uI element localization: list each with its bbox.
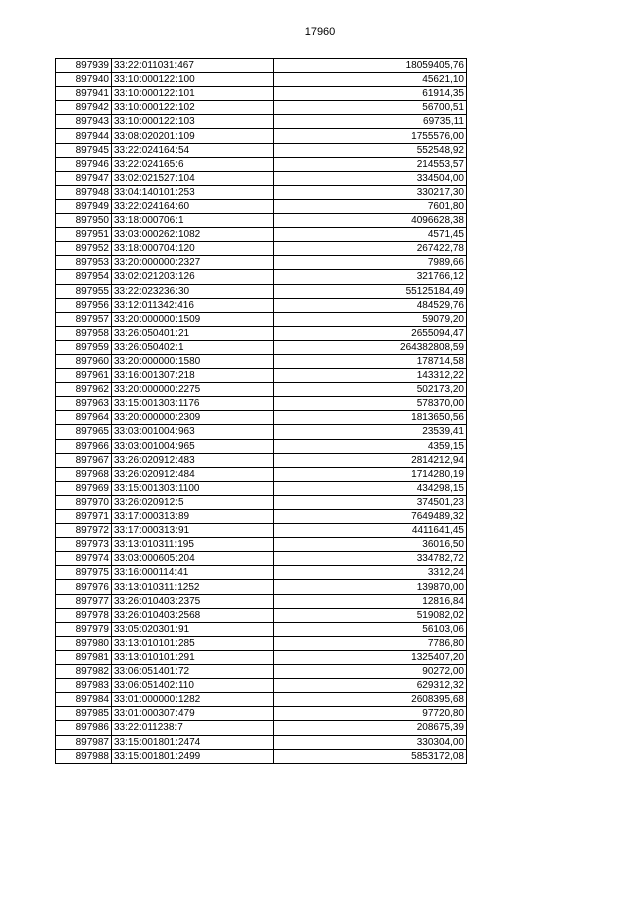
table-row [56,284,467,298]
row-id-cell: 897988 [56,749,112,763]
value-cell: 374501,23 [274,495,467,509]
table-row [56,650,467,664]
cadastral-number-cell: 33:20:000000:1580 [112,354,274,368]
table-row [56,636,467,650]
table-body [56,59,467,764]
cadastral-number-cell: 33:26:010403:2375 [112,594,274,608]
value-cell: 4096628,38 [274,214,467,228]
value-cell: 61914,35 [274,87,467,101]
table-row [56,340,467,354]
table-row [56,101,467,115]
table-row [56,298,467,312]
row-id-cell: 897942 [56,101,112,115]
cadastral-number-cell: 33:06:051402:110 [112,679,274,693]
table-row [56,59,467,73]
value-cell: 267422,78 [274,242,467,256]
table-row [56,87,467,101]
table-row [56,735,467,749]
table-row [56,256,467,270]
cadastral-number-cell: 33:22:011031:467 [112,59,274,73]
value-cell: 334504,00 [274,171,467,185]
row-id-cell: 897976 [56,580,112,594]
value-cell: 178714,58 [274,354,467,368]
table-row [56,524,467,538]
row-id-cell: 897940 [56,73,112,87]
value-cell: 45621,10 [274,73,467,87]
table-row [56,397,467,411]
table-row [56,707,467,721]
value-cell: 56103,06 [274,622,467,636]
row-id-cell: 897969 [56,481,112,495]
row-id-cell: 897943 [56,115,112,129]
row-id-cell: 897980 [56,636,112,650]
cadastral-number-cell: 33:15:001801:2499 [112,749,274,763]
table-row [56,467,467,481]
value-cell: 3312,24 [274,566,467,580]
table-row [56,439,467,453]
row-id-cell: 897986 [56,721,112,735]
row-id-cell: 897977 [56,594,112,608]
row-id-cell: 897956 [56,298,112,312]
cadastral-number-cell: 33:10:000122:102 [112,101,274,115]
table-row [56,566,467,580]
value-cell: 90272,00 [274,665,467,679]
row-id-cell: 897972 [56,524,112,538]
row-id-cell: 897967 [56,453,112,467]
value-cell: 97720,80 [274,707,467,721]
row-id-cell: 897948 [56,185,112,199]
value-cell: 4571,45 [274,228,467,242]
table-row [56,270,467,284]
row-id-cell: 897944 [56,129,112,143]
table-row [56,383,467,397]
cadastral-number-cell: 33:20:000000:2309 [112,411,274,425]
table-row [56,665,467,679]
row-id-cell: 897952 [56,242,112,256]
value-cell: 139870,00 [274,580,467,594]
value-cell: 578370,00 [274,397,467,411]
cadastral-number-cell: 33:13:010101:285 [112,636,274,650]
value-cell: 69735,11 [274,115,467,129]
row-id-cell: 897953 [56,256,112,270]
row-id-cell: 897957 [56,312,112,326]
value-cell: 334782,72 [274,552,467,566]
cadastral-number-cell: 33:20:000000:2275 [112,383,274,397]
row-id-cell: 897979 [56,622,112,636]
row-id-cell: 897945 [56,143,112,157]
cadastral-number-cell: 33:03:000262:1082 [112,228,274,242]
cadastral-number-cell: 33:10:000122:100 [112,73,274,87]
cadastral-number-cell: 33:15:001303:1176 [112,397,274,411]
table-row [56,143,467,157]
value-cell: 55125184,49 [274,284,467,298]
cadastral-number-cell: 33:26:020912:5 [112,495,274,509]
row-id-cell: 897970 [56,495,112,509]
value-cell: 36016,50 [274,538,467,552]
cadastral-number-cell: 33:13:010311:1252 [112,580,274,594]
cadastral-number-cell: 33:01:000307:479 [112,707,274,721]
cadastral-number-cell: 33:02:021203:126 [112,270,274,284]
cadastral-number-cell: 33:15:001801:2474 [112,735,274,749]
cadastral-number-cell: 33:22:024165:6 [112,157,274,171]
cadastral-number-cell: 33:12:011342:416 [112,298,274,312]
row-id-cell: 897987 [56,735,112,749]
table-row [56,552,467,566]
cadastral-number-cell: 33:26:050402:1 [112,340,274,354]
cadastral-number-cell: 33:18:000704:120 [112,242,274,256]
row-id-cell: 897959 [56,340,112,354]
row-id-cell: 897975 [56,566,112,580]
cadastral-number-cell: 33:22:024164:60 [112,199,274,213]
row-id-cell: 897984 [56,693,112,707]
table-row [56,199,467,213]
cadastral-number-cell: 33:26:010403:2568 [112,608,274,622]
table-row [56,185,467,199]
cadastral-number-cell: 33:22:024164:54 [112,143,274,157]
cadastral-number-cell: 33:17:000313:89 [112,510,274,524]
cadastral-number-cell: 33:03:001004:963 [112,425,274,439]
table-row [56,510,467,524]
value-cell: 214553,57 [274,157,467,171]
cadastral-number-cell: 33:10:000122:101 [112,87,274,101]
row-id-cell: 897964 [56,411,112,425]
row-id-cell: 897974 [56,552,112,566]
cadastral-number-cell: 33:05:020301:91 [112,622,274,636]
value-cell: 552548,92 [274,143,467,157]
table-row [56,495,467,509]
cadastral-number-cell: 33:17:000313:91 [112,524,274,538]
row-id-cell: 897982 [56,665,112,679]
row-id-cell: 897955 [56,284,112,298]
row-id-cell: 897983 [56,679,112,693]
cadastral-number-cell: 33:03:001004:965 [112,439,274,453]
page-number: 17960 [304,26,336,38]
table-row [56,721,467,735]
cadastral-number-cell: 33:26:020912:484 [112,467,274,481]
row-id-cell: 897962 [56,383,112,397]
cadastral-number-cell: 33:04:140101:253 [112,185,274,199]
cadastral-number-cell: 33:01:000000:1282 [112,693,274,707]
value-cell: 4359,15 [274,439,467,453]
cadastral-number-cell: 33:20:000000:2327 [112,256,274,270]
value-cell: 23539,41 [274,425,467,439]
cadastral-number-cell: 33:06:051401:72 [112,665,274,679]
table-row [56,369,467,383]
row-id-cell: 897963 [56,397,112,411]
table-row [56,171,467,185]
row-id-cell: 897950 [56,214,112,228]
row-id-cell: 897949 [56,199,112,213]
table-row [56,411,467,425]
row-id-cell: 897947 [56,171,112,185]
value-cell: 330304,00 [274,735,467,749]
table-row [56,312,467,326]
cadastral-number-cell: 33:18:000706:1 [112,214,274,228]
row-id-cell: 897961 [56,369,112,383]
value-cell: 484529,76 [274,298,467,312]
table-row [56,453,467,467]
value-cell: 208675,39 [274,721,467,735]
row-id-cell: 897971 [56,510,112,524]
table-row [56,608,467,622]
row-id-cell: 897965 [56,425,112,439]
value-cell: 59079,20 [274,312,467,326]
row-id-cell: 897951 [56,228,112,242]
value-cell: 18059405,76 [274,59,467,73]
table-row [56,425,467,439]
value-cell: 264382808,59 [274,340,467,354]
row-id-cell: 897985 [56,707,112,721]
table-row [56,538,467,552]
value-cell: 5853172,08 [274,749,467,763]
table-row [56,73,467,87]
row-id-cell: 897966 [56,439,112,453]
value-cell: 321766,12 [274,270,467,284]
cadastral-number-cell: 33:13:010101:291 [112,650,274,664]
cadastral-number-cell: 33:08:020201:109 [112,129,274,143]
cadastral-number-cell: 33:16:001307:218 [112,369,274,383]
value-cell: 7649489,32 [274,510,467,524]
value-cell: 56700,51 [274,101,467,115]
value-cell: 1325407,20 [274,650,467,664]
row-id-cell: 897958 [56,326,112,340]
cadastral-number-cell: 33:10:000122:103 [112,115,274,129]
cadastral-number-cell: 33:22:011238:7 [112,721,274,735]
table-row [56,354,467,368]
table-row [56,242,467,256]
value-cell: 2608395,68 [274,693,467,707]
table-row [56,580,467,594]
cadastral-number-cell: 33:03:000605:204 [112,552,274,566]
value-cell: 1755576,00 [274,129,467,143]
value-cell: 12816,84 [274,594,467,608]
table-row [56,129,467,143]
cadastral-number-cell: 33:02:021527:104 [112,171,274,185]
value-cell: 2655094,47 [274,326,467,340]
row-id-cell: 897973 [56,538,112,552]
value-cell: 2814212,94 [274,453,467,467]
row-id-cell: 897946 [56,157,112,171]
value-cell: 7989,66 [274,256,467,270]
row-id-cell: 897968 [56,467,112,481]
cadastral-number-cell: 33:26:050401:21 [112,326,274,340]
cadastral-value-table [55,58,467,764]
table-row [56,679,467,693]
value-cell: 4411641,45 [274,524,467,538]
table-row [56,622,467,636]
value-cell: 629312,32 [274,679,467,693]
row-id-cell: 897954 [56,270,112,284]
table-row [56,115,467,129]
cadastral-number-cell: 33:20:000000:1509 [112,312,274,326]
table-row [56,157,467,171]
row-id-cell: 897939 [56,59,112,73]
value-cell: 502173,20 [274,383,467,397]
table-row [56,214,467,228]
value-cell: 143312,22 [274,369,467,383]
table-row [56,481,467,495]
row-id-cell: 897981 [56,650,112,664]
cadastral-number-cell: 33:22:023236:30 [112,284,274,298]
value-cell: 7786,80 [274,636,467,650]
table-row [56,594,467,608]
table-row [56,326,467,340]
cadastral-number-cell: 33:16:000114:41 [112,566,274,580]
table-row [56,693,467,707]
value-cell: 330217,30 [274,185,467,199]
cadastral-number-cell: 33:13:010311:195 [112,538,274,552]
cadastral-number-cell: 33:26:020912:483 [112,453,274,467]
value-cell: 519082,02 [274,608,467,622]
row-id-cell: 897978 [56,608,112,622]
value-cell: 7601,80 [274,199,467,213]
cadastral-number-cell: 33:15:001303:1100 [112,481,274,495]
value-cell: 1714280,19 [274,467,467,481]
value-cell: 434298,15 [274,481,467,495]
row-id-cell: 897960 [56,354,112,368]
value-cell: 1813650,56 [274,411,467,425]
table-row [56,749,467,763]
table-row [56,228,467,242]
row-id-cell: 897941 [56,87,112,101]
